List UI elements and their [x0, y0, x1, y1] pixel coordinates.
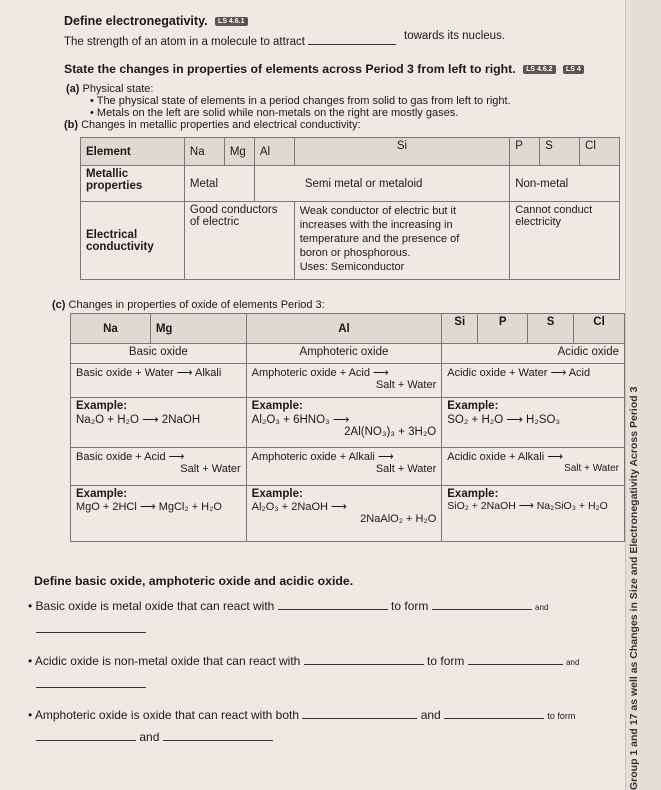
element-p: P	[510, 138, 540, 166]
answer-blank[interactable]	[308, 44, 396, 45]
answer-blank[interactable]	[468, 664, 563, 665]
cell-line: temperature and the presence of	[299, 233, 460, 245]
bullet-icon: •	[28, 708, 33, 722]
row-header: Metallic properties	[81, 166, 185, 202]
answer-blank[interactable]	[304, 664, 424, 665]
oxide-properties-table	[70, 313, 625, 542]
state-changes-title: State the changes in properties of elements across Period 3 from left to right.	[64, 62, 516, 76]
table-row	[71, 486, 625, 542]
table-cell	[71, 398, 247, 448]
define-oxide-heading: Define basic oxide, amphoteric oxide and acidic oxide.	[34, 574, 354, 588]
equation: SiO₂ + 2NaOH ⟶ Na₂SiO₃ + H₂O	[447, 500, 608, 512]
oxide-title: Changes in properties of oxide of elements Period 3:	[68, 299, 325, 311]
element-si: Si	[442, 314, 478, 344]
cell-line: Basic oxide + Acid ⟶	[76, 451, 185, 463]
element-s: S	[528, 314, 574, 344]
metallic-title: Changes in metallic properties and electrical conductivity:	[81, 119, 361, 131]
example-label: Example:	[76, 488, 128, 500]
example-label: Example:	[251, 488, 303, 500]
answer-blank[interactable]	[444, 718, 544, 719]
state-changes-heading	[64, 62, 584, 76]
basic-oxide-question	[28, 599, 548, 613]
table-cell	[294, 202, 509, 280]
question-text: to form	[391, 599, 429, 613]
example-label: Example:	[251, 400, 303, 412]
amphoteric-oxide-question	[28, 708, 575, 722]
bullet-icon: •	[90, 107, 94, 119]
question-text: Acidic oxide is non-metal oxide that can react with	[34, 654, 301, 668]
amphoteric-answer-line	[36, 730, 273, 744]
element-s: S	[540, 138, 580, 166]
item-label: (a)	[66, 83, 80, 95]
electronegativity-heading	[64, 14, 248, 28]
oxide-heading	[52, 299, 325, 311]
metallic-heading	[64, 119, 361, 131]
physical-state-heading	[66, 83, 153, 95]
bullet-item	[90, 95, 511, 107]
table-cell: Cannot conduct electricity	[510, 202, 620, 280]
question-text: to form	[427, 654, 465, 668]
table-row	[71, 398, 625, 448]
example-label: Example:	[76, 400, 128, 412]
table-cell	[246, 364, 442, 398]
table-cell: Acidic oxide + Water ⟶ Acid	[442, 364, 625, 398]
bullet-text: Metals on the left are solid while non-metals on the right are mostly gases.	[96, 107, 459, 119]
element-cl: Cl	[574, 314, 625, 344]
table-row	[71, 448, 625, 486]
physical-state-title: Physical state:	[82, 83, 154, 95]
bullet-text: The physical state of elements in a period changes from solid to gas from left to right.	[96, 95, 511, 107]
answer-blank[interactable]	[163, 740, 273, 741]
element-na: Na	[71, 314, 151, 344]
bullet-icon: •	[28, 654, 33, 668]
element-p: P	[478, 314, 528, 344]
table-cell: Metal	[184, 166, 254, 202]
table-cell	[246, 398, 442, 448]
cell-line: Salt + Water	[375, 379, 437, 391]
equation: SO₂ + H₂O ⟶ H₂SO₃	[447, 414, 561, 426]
column-header: Element	[81, 138, 185, 166]
learning-standard-badge: LS 4	[563, 65, 584, 74]
learning-standard-badge: LS 4.6.2	[523, 65, 555, 74]
electronegativity-definition	[64, 36, 396, 48]
definition-prefix: The strength of an atom in a molecule to attract	[64, 36, 305, 48]
table-cell	[442, 486, 625, 542]
question-text: and	[420, 708, 441, 722]
element-na: Na	[184, 138, 224, 166]
table-cell: Good conductors of electric	[184, 202, 294, 280]
answer-line[interactable]	[36, 620, 146, 638]
answer-blank[interactable]	[432, 609, 532, 610]
equation: Al₂O₃ + 2NaOH ⟶	[251, 501, 347, 513]
question-text: and	[566, 658, 580, 667]
element-mg: Mg	[224, 138, 254, 166]
equation: 2Al(NO₃)₃ + 3H₂O	[344, 426, 437, 438]
table-cell: Semi metal or metaloid	[254, 166, 509, 202]
equation: Al₂O₃ + 6HNO₃ ⟶	[251, 414, 350, 426]
table-cell	[442, 398, 625, 448]
equation: 2NaAlO₂ + H₂O	[360, 513, 437, 525]
cell-line: Amphoteric oxide + Acid ⟶	[251, 367, 389, 379]
answer-blank[interactable]	[302, 718, 417, 719]
table-cell: Non-metal	[510, 166, 620, 202]
equation: Na₂O + H₂O ⟶ 2NaOH	[76, 414, 201, 426]
table-row	[71, 314, 625, 344]
element-si: Si	[294, 138, 509, 166]
question-text: to form	[547, 711, 576, 721]
metallic-properties-table	[80, 137, 620, 280]
cell-line: Salt + Water	[375, 463, 437, 475]
cell-line: increases with the increasing in	[299, 219, 453, 231]
table-row	[71, 344, 625, 364]
table-cell: Basic oxide	[71, 344, 247, 364]
element-al: Al	[246, 314, 442, 344]
table-cell: Acidic oxide	[442, 344, 625, 364]
question-text: and	[535, 603, 549, 612]
table-cell	[71, 448, 247, 486]
answer-line[interactable]	[36, 675, 146, 693]
answer-blank[interactable]	[36, 740, 136, 741]
chapter-spine-title: Group 1 and 17 as well as Changes in Size and Electronegativity Across Period 3	[628, 386, 640, 790]
cell-line: Salt + Water	[564, 463, 619, 474]
equation: MgO + 2HCl ⟶ MgCl₂ + H₂O	[76, 501, 222, 513]
acidic-oxide-question	[28, 654, 579, 668]
question-text: Amphoteric oxide is oxide that can react with both	[34, 708, 300, 722]
definition-suffix: towards its nucleus.	[404, 30, 505, 42]
element-mg: Mg	[150, 314, 246, 344]
table-cell: Amphoteric oxide	[246, 344, 442, 364]
table-cell	[71, 486, 247, 542]
cell-line: Salt + Water	[180, 463, 241, 475]
cell-line: Uses: Semiconductor	[299, 261, 405, 273]
table-row	[81, 138, 620, 166]
cell-line: Weak conductor of electric but it	[299, 205, 457, 217]
electronegativity-title: Define electronegativity.	[64, 14, 208, 28]
question-text: and	[139, 730, 160, 744]
element-cl: Cl	[580, 138, 620, 166]
element-al: Al	[254, 138, 294, 166]
example-label: Example:	[447, 488, 499, 500]
example-label: Example:	[447, 400, 499, 412]
table-row	[81, 202, 620, 280]
cell-line: Amphoteric oxide + Alkali ⟶	[251, 451, 394, 463]
bullet-icon: •	[90, 95, 94, 107]
bullet-item	[90, 107, 458, 119]
row-header: Electrical conductivity	[81, 202, 185, 280]
item-label: (b)	[64, 119, 79, 131]
item-label: (c)	[52, 299, 66, 311]
question-text: Basic oxide is metal oxide that can react with	[35, 599, 275, 613]
table-row	[71, 364, 625, 398]
cell-line: boron or phosphorous.	[299, 247, 411, 259]
table-cell	[246, 448, 442, 486]
bullet-icon: •	[28, 599, 33, 613]
table-cell	[442, 448, 625, 486]
learning-standard-badge: LS 4.6.1	[215, 17, 247, 26]
cell-line: Acidic oxide + Alkali ⟶	[447, 451, 564, 463]
table-cell: Basic oxide + Water ⟶ Alkali	[71, 364, 247, 398]
table-row	[81, 166, 620, 202]
answer-blank[interactable]	[278, 609, 388, 610]
table-cell	[246, 486, 442, 542]
